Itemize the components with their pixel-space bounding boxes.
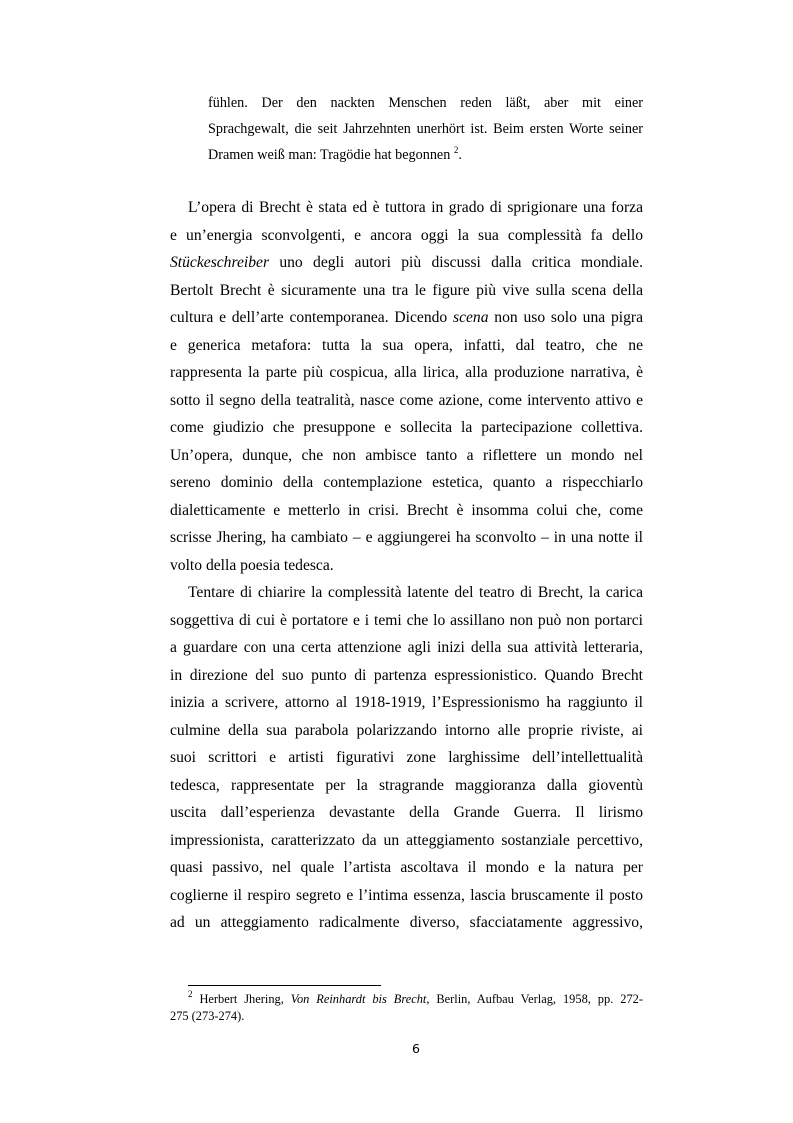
italic-term: Stückeschreiber bbox=[170, 254, 270, 271]
footnote-number: 2 bbox=[188, 989, 193, 999]
p2-line: Tentare di chiarire la complessità latente del teatro di Brecht, la carica bbox=[188, 584, 643, 601]
p2-line: a guardare con una certa attenzione agli inizi della sua attività letteraria, bbox=[170, 639, 643, 656]
quote-end-punct: . bbox=[458, 147, 462, 163]
block-quote bbox=[208, 90, 643, 168]
p1-line: volto della poesia tedesca. bbox=[170, 556, 334, 574]
p1-line: come giudizio che presuppone e sollecita la partecipazione collettiva. bbox=[170, 419, 643, 436]
footnote-ref: 2 bbox=[453, 145, 459, 155]
p2-line: tedesca, rappresentate per la stragrande maggioranza dalla gioventù bbox=[170, 776, 643, 794]
p1-line: dialetticamente e metterlo in crisi. Brecht è insomma colui che, come bbox=[170, 501, 643, 519]
italic-term: scena bbox=[453, 309, 489, 326]
quote-line-2: Sprachgewalt, die seit Jahrzehnten unerhört ist. Beim ersten Worte seiner bbox=[208, 121, 643, 137]
p2-line: inizia a scrivere, attorno al 1918-1919, l’Espressionismo ha raggiunto il bbox=[170, 694, 643, 711]
p2-line: culmine della sua parabola polarizzando intorno alle proprie riviste, ai bbox=[170, 721, 643, 739]
p2-line: quasi passivo, nel quale l’artista ascoltava il mondo e la natura per bbox=[170, 859, 643, 876]
p1-line: Bertolt Brecht è sicuramente una tra le figure più vive sulla scena della bbox=[170, 281, 643, 299]
p1-line-text: cultura e dell’arte contemporanea. Dicendo bbox=[170, 309, 453, 326]
p1-line: e un’energia sconvolgenti, e ancora oggi la sua complessità fa dello bbox=[170, 226, 643, 244]
p1-line: Un’opera, dunque, che non ambisce tanto a riflettere un mondo nel bbox=[170, 446, 643, 464]
footnote-line-1 bbox=[170, 991, 643, 1008]
p2-line: ad un atteggiamento radicalmente diverso, sfacciatamente aggressivo, bbox=[170, 914, 643, 931]
p2-line: in direzione del suo punto di partenza espressionistico. Quando Brecht bbox=[170, 666, 643, 684]
body-text bbox=[170, 194, 643, 937]
footnote-divider bbox=[188, 985, 381, 986]
p2-line: coglierne il respiro segreto e l’intima essenza, lascia bruscamente il posto bbox=[170, 886, 643, 904]
footnote-details: , Berlin, Aufbau Verlag, 1958, pp. 272- bbox=[426, 992, 643, 1006]
p1-line: sotto il segno della teatralità, nasce come azione, come intervento attivo e bbox=[170, 391, 643, 409]
quote-line-3-text: Dramen weiß man: Tragödie hat begonnen bbox=[208, 147, 451, 163]
p1-line bbox=[170, 249, 643, 277]
p1-line: sereno dominio della contemplazione estetica, quanto a rispecchiarlo bbox=[170, 474, 643, 491]
p2-line: soggettiva di cui è portatore e i temi che lo assillano non può non portarci bbox=[170, 611, 643, 629]
p1-line bbox=[170, 304, 643, 332]
quote-line-1: fühlen. Der den nackten Menschen reden läßt, aber mit einer bbox=[208, 95, 643, 111]
p1-line: e generica metafora: tutta la sua opera, infatti, dal teatro, che ne bbox=[170, 336, 643, 354]
p2-line: suoi scrittori e artisti figurativi zone larghissime dell’intellettualità bbox=[170, 749, 643, 766]
p2-line: impressionista, caratterizzato da un atteggiamento sostanziale percettivo, bbox=[170, 831, 643, 849]
p1-line: L’opera di Brecht è stata ed è tuttora in grado di sprigionare una forza bbox=[188, 199, 643, 216]
p2-line: uscita dall’esperienza devastante della Grande Guerra. Il lirismo bbox=[170, 804, 643, 821]
p1-line: scrisse Jhering, ha cambiato – e aggiungerei ha sconvolto – in una notte il bbox=[170, 529, 643, 546]
footnote bbox=[170, 991, 643, 1024]
footnote-title: Von Reinhardt bis Brecht bbox=[290, 992, 427, 1006]
p1-line-text: non uso solo una pigra bbox=[488, 309, 643, 326]
p1-line: rappresenta la parte più cospicua, alla lirica, alla produzione narrativa, è bbox=[170, 364, 643, 381]
p1-line-text: uno degli autori più discussi dalla critica mondiale. bbox=[269, 254, 643, 271]
footnote-author: Herbert Jhering, bbox=[192, 992, 291, 1006]
page-number: 6 bbox=[412, 1041, 420, 1056]
footnote-line-2: 275 (273-274). bbox=[170, 1009, 245, 1023]
quote-line-3 bbox=[208, 142, 643, 168]
